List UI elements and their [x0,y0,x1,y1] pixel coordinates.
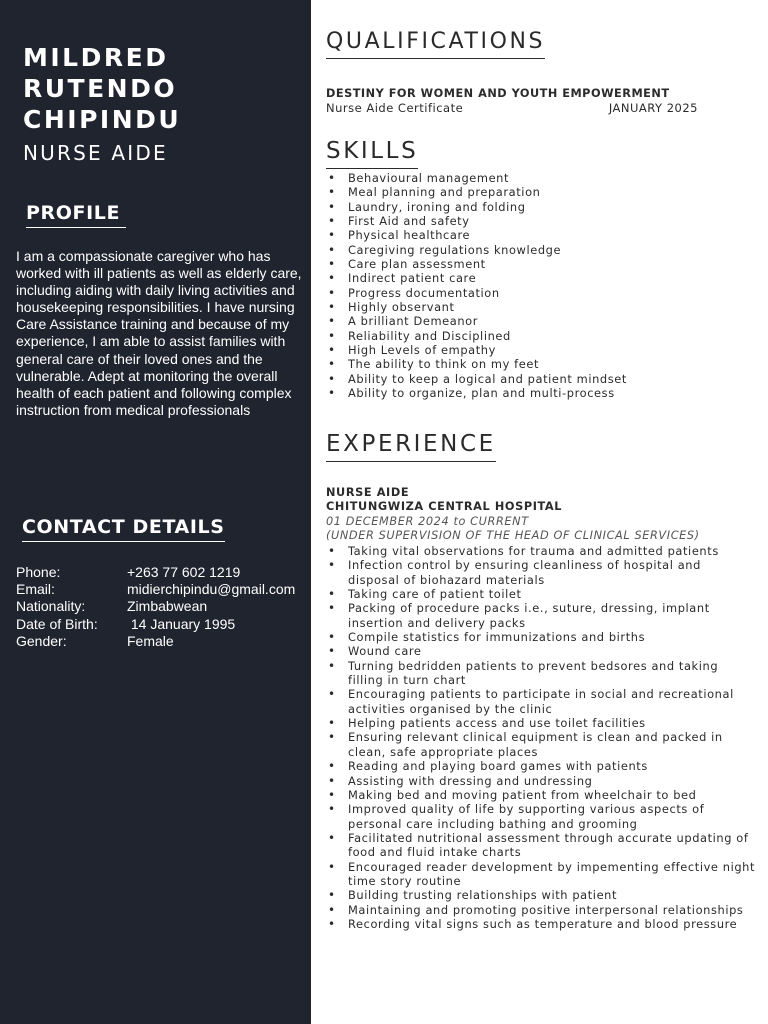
contact-list [16,564,311,650]
duty-item: • Taking care of patient toilet [326,587,756,601]
job-title: NURSE AIDE [23,141,168,165]
skill-item: • High Levels of empathy [326,343,756,357]
duty-item: • Reading and playing board games with patients [326,759,756,773]
qualification-date: JANUARY 2025 [608,101,698,115]
duty-item: • Ensuring relevant clinical equipment is clean and packed in clean, safe appropriate places [326,730,756,759]
main-content [326,0,756,1024]
skill-item: • Behavioural management [326,171,756,185]
skill-item: • Meal planning and preparation [326,185,756,199]
skill-item: • A brilliant Demeanor [326,314,756,328]
experience-employer: CHITUNGWIZA CENTRAL HOSPITAL [326,500,563,513]
contact-row-dob [16,616,311,633]
duty-item: • Building trusting relationships with patient [326,888,756,902]
candidate-name [23,42,303,135]
contact-label: Phone: [16,564,61,580]
skill-item: • Ability to keep a logical and patient mindset [326,372,756,386]
email-value: midierchipindu@gmail.com [127,581,296,598]
duties-list [326,544,756,931]
duty-item: • Assisting with dressing and undressing [326,774,756,788]
duty-item: • Compile statistics for immunizations and births [326,630,756,644]
qualification-organization: DESTINY FOR WOMEN AND YOUTH EMPOWERMENT [326,87,670,100]
skill-item: • Caregiving regulations knowledge [326,243,756,257]
skill-item: • Highly observant [326,300,756,314]
experience-role: NURSE AIDE [326,486,410,499]
contact-label: Gender: [16,632,67,649]
contact-heading: CONTACT DETAILS [22,516,225,542]
duty-item: • Encouraging patients to participate in social and recreational activities organised by the clinic [326,687,756,716]
profile-heading: PROFILE [26,202,126,228]
contact-label: Email: [16,581,55,598]
duty-item: • Turning bedridden patients to prevent bedsores and taking filling in turn chart [326,659,756,688]
gender-value: Female [127,632,174,649]
nationality-value: Zimbabwean [127,598,208,615]
contact-label: Date of Birth: [16,615,98,632]
skill-item: • Laundry, ironing and folding [326,200,756,214]
duty-item: • Improved quality of life by supporting various aspects of personal care including bathing and grooming [326,802,756,831]
skill-item: • Care plan assessment [326,257,756,271]
contact-label: Nationality: [16,598,86,615]
phone-value: +263 77 602 1219 [127,564,241,580]
skill-item: • Progress documentation [326,286,756,300]
name-line-first: MILDRED [23,43,169,72]
profile-text: I am a compassionate caregiver who has worked with ill patients as well as elderly care, including aiding with daily living activities and housekeeping responsibilities. I have nursing Care Assistance training and because of my experience, I am able to assist families with general care of their loved ones and the vulnerable. Adept at monitoring the overall health of each patient and following complex instruction from medical professionals [16,248,302,418]
qualification-certificate: Nurse Aide Certificate [326,101,464,115]
duty-item: • Wound care [326,644,756,658]
skills-heading: SKILLS [326,138,418,169]
skill-item: • Ability to organize, plan and multi-process [326,386,756,400]
skill-item: • Indirect patient care [326,271,756,285]
duty-item: • Taking vital observations for trauma and admitted patients [326,544,756,558]
duty-item: • Facilitated nutritional assessment through accurate updating of food and fluid intake charts [326,831,756,860]
duty-item: • Recording vital signs such as temperature and blood pressure [326,917,756,931]
duty-item: • Making bed and moving patient from wheelchair to bed [326,788,756,802]
sidebar [0,0,311,1024]
name-line-last: CHIPINDU [23,105,182,134]
skill-item: • The ability to think on my feet [326,357,756,371]
qualifications-heading: QUALIFICATIONS [326,29,545,59]
dob-value: 14 January 1995 [127,615,236,632]
qualification-entry [326,101,698,115]
name-line-middle: RUTENDO [23,74,178,103]
contact-row-nationality [16,598,311,615]
duty-item: • Maintaining and promoting positive interpersonal relationships [326,903,756,917]
contact-row-email [16,581,311,598]
contact-row-gender [16,633,311,650]
skill-item: • First Aid and safety [326,214,756,228]
skill-item: • Physical healthcare [326,228,756,242]
skills-list [326,171,756,401]
experience-supervision-note: (UNDER SUPERVISION OF THE HEAD OF CLINICAL SERVICES) [326,529,700,542]
contact-row-phone [16,564,311,581]
duty-item: • Infection control by ensuring cleanliness of hospital and disposal of biohazard materials [326,558,756,587]
duty-item: • Packing of procedure packs i.e., suture, dressing, implant insertion and delivery packs [326,601,756,630]
duty-item: • Helping patients access and use toilet facilities [326,716,756,730]
skill-item: • Reliability and Disciplined [326,329,756,343]
experience-heading: EXPERIENCE [326,431,496,462]
experience-dates: 01 DECEMBER 2024 to CURRENT [326,515,529,528]
duty-item: • Encouraged reader development by impementing effective night time story routine [326,860,756,889]
